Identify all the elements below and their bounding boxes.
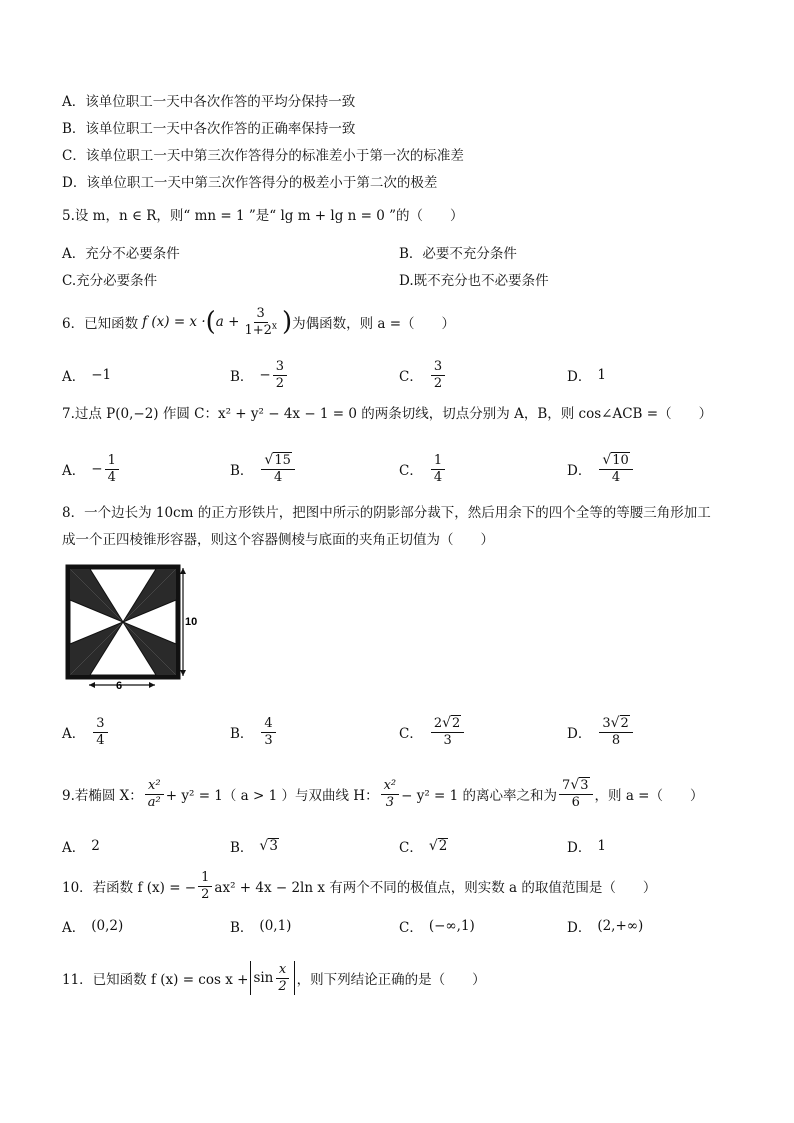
q6-a-plus: a + — [215, 314, 240, 330]
q10-option-b: B． (0,1) — [230, 918, 292, 936]
q6-frac-exp: x — [271, 321, 277, 332]
q5-option-b: B．必要不充分条件 — [399, 246, 517, 262]
q5-stem: 5.设 m，n ∈ R，则“ mn = 1 ”是“ lg m + lg n = 0 ”的（ ） — [62, 208, 464, 224]
q11-sin: sin — [253, 970, 274, 986]
q5-option-c: C.充分必要条件 — [62, 273, 158, 289]
q8-line1: 8．一个边长为 10cm 的正方形铁片，把图中所示的阴影部分裁下，然后用余下的四个全等的等腰三角形加工 — [62, 505, 711, 521]
q4-option-a: A．该单位职工一天中各次作答的平均分保持一致 — [62, 94, 356, 110]
abs-bar-left — [250, 961, 251, 995]
q8-figure — [62, 562, 198, 692]
q9-option-c: C． √ 2 — [399, 838, 448, 856]
q9-ellipse-rest: + y² = 1（ a > 1 ）与双曲线 H： — [165, 788, 379, 804]
q7-option-b: B． √ 15 4 — [230, 445, 297, 493]
q10-option-c: C． (−∞,1) — [399, 918, 475, 936]
q7-options — [62, 445, 764, 493]
q6-fx: f (x) = x · — [142, 314, 206, 330]
q10-option-a: A． (0,2) — [62, 918, 124, 936]
q9-suffix: ，则 a =（ ） — [594, 788, 704, 804]
q8-option-c: C． 2 √ 2 3 — [399, 708, 466, 756]
q9-option-d: D． 1 — [567, 838, 606, 856]
q6-option-d: D． 1 — [567, 367, 606, 385]
q10-option-d: D． (2,+∞) — [567, 918, 644, 936]
q10-stem: 10．若函数 f (x) = − $\frac{1}{2}$ ax² + 4x − 2ln x 有两个不同的极值点，则实数 a 的取值范围是（ ） — [62, 869, 657, 902]
q11-prefix: 11．已知函数 f (x) = cos x + — [62, 972, 249, 988]
q9-prefix: 9.若椭圆 X： — [62, 788, 143, 804]
q6-fraction — [241, 306, 280, 339]
q4-option-c: C．该单位职工一天中第三次作答得分的标准差小于第一次的标准差 — [62, 148, 464, 164]
dim-base-label: 6 — [116, 680, 123, 692]
q6-frac-den: 1+2 — [244, 322, 272, 338]
q6-frac-num: 3 — [254, 306, 268, 323]
q7-stem: 7.过点 P(0,−2) 作圆 C：x² + y² − 4x − 1 = 0 的两条切线，切点分别为 A，B，则 cos∠ACB =（ ） — [62, 406, 713, 422]
q9-stem: 9.若椭圆 X： $\frac{\text{x²}}{\text{a²}}$ + y² = 1（ a > 1 ）与双曲线 H： $\frac{\text{x²}}{3}$ − y² = 1 的离心率之和为 7 √ 3 6 ，则 a =（ ） — [62, 777, 704, 810]
q6-option-b: B． − $\frac{3}{2}$ — [230, 351, 289, 399]
q9-option-a: A． 2 — [62, 838, 100, 856]
q7-option-a: A． − $\frac{1}{4}$ — [62, 445, 121, 493]
q10-rest: ax² + 4x − 2ln x 有两个不同的极值点，则实数 a 的取值范围是（ ） — [214, 880, 657, 896]
q8-line2: 成一个正四棱锥形容器，则这个容器侧棱与底面的夹角正切值为（ ） — [62, 532, 494, 548]
q4-option-b: B．该单位职工一天中各次作答的正确率保持一致 — [62, 121, 356, 137]
q9-option-b: B． √ 3 — [230, 838, 278, 856]
q5-option-d: D.既不充分也不必要条件 — [399, 273, 549, 289]
q7-option-d: D． √ 10 4 — [567, 445, 635, 493]
q6-options — [62, 351, 764, 399]
q9-hyperbola-rest: − y² = 1 的离心率之和为 — [401, 788, 558, 804]
q8-options — [62, 708, 764, 756]
q10-options — [62, 902, 764, 950]
q9-options — [62, 822, 764, 870]
q5-option-a: A．充分不必要条件 — [62, 246, 180, 262]
q4-option-d: D．该单位职工一天中第三次作答得分的极差小于第二次的极差 — [62, 175, 438, 191]
q7-option-c: C． $\frac{1}{4}$ — [399, 445, 447, 493]
q6-suffix: 为偶函数，则 a =（ ） — [292, 316, 456, 332]
q6-stem — [62, 300, 764, 344]
q6-rparen: ) — [281, 307, 293, 337]
q6-option-a: A． −1 — [62, 367, 112, 385]
dim-side-label: 10 — [185, 616, 198, 628]
q8-option-a: A． $\frac{3}{4}$ — [62, 708, 110, 756]
q8-option-b: B． $\frac{4}{3}$ — [230, 708, 278, 756]
q10-prefix: 10．若函数 f (x) = − — [62, 880, 197, 896]
q6-lparen: ( — [205, 307, 216, 337]
abs-bar-right — [294, 961, 295, 995]
q8-option-d: D． 3 √ 2 8 — [567, 708, 635, 756]
q11-suffix: ，则下列结论正确的是（ ） — [296, 972, 486, 988]
q6-prefix: 6．已知函数 — [62, 316, 139, 332]
q11-stem: 11．已知函数 f (x) = cos x + sin $\frac{x}{2}$ ，则下列结论正确的是（ ） — [62, 961, 486, 994]
q6-option-c: C． $\frac{3}{2}$ — [399, 351, 447, 399]
